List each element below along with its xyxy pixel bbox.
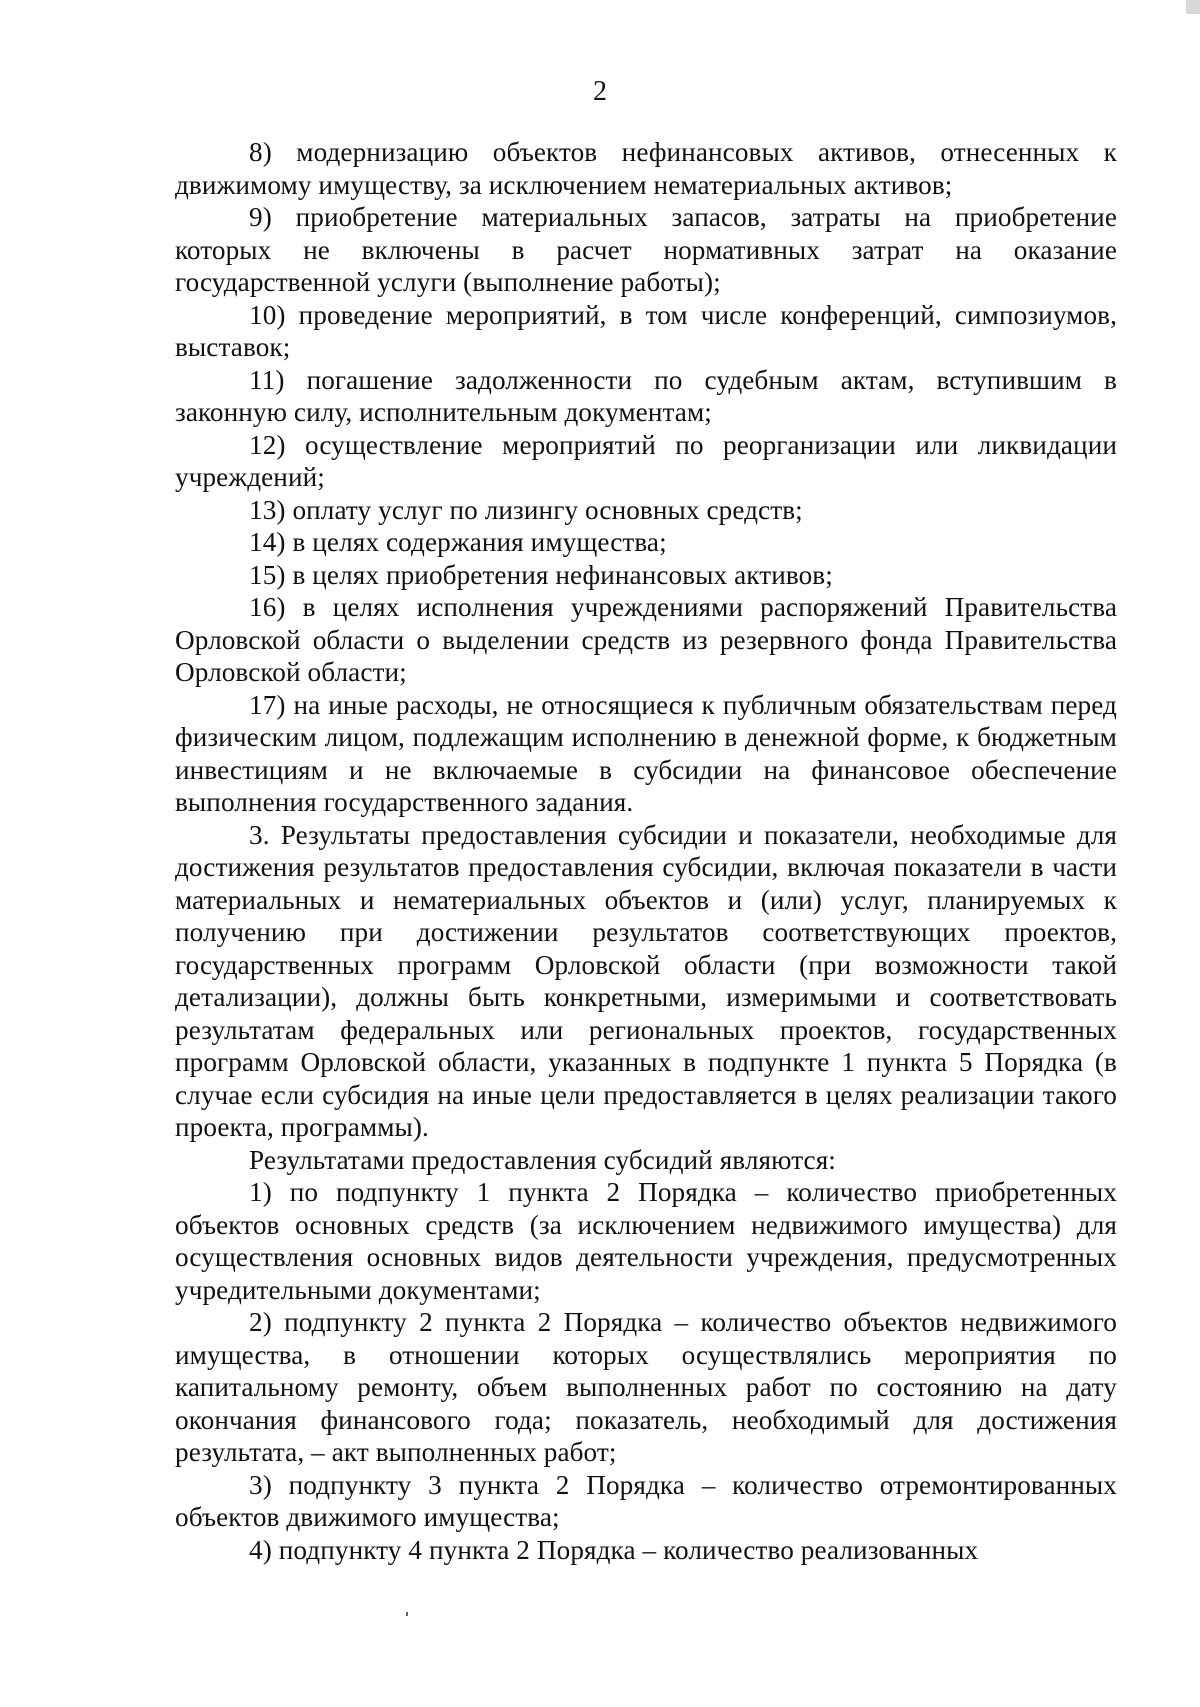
paragraph-item-9: 9) приобретение материальных запасов, затраты на приобретение которых не включены в расчет нормативных затрат на оказание государственной услуги (выполнение работы);	[175, 202, 1117, 297]
scan-corner-artifact	[1186, 0, 1200, 14]
page-number: 2	[593, 76, 607, 107]
paragraph-item-8: 8) модернизацию объектов нефинансовых активов, отнесенных к движимому имуществу, за исключением нематериальных активов;	[175, 137, 1117, 200]
paragraph-item-15: 15) в целях приобретения нефинансовых активов;	[249, 559, 833, 590]
paragraph-item-10: 10) проведение мероприятий, в том числе конференций, симпозиумов, выставок;	[175, 299, 1117, 362]
paragraph-item-11: 11) погашение задолженности по судебным актам, вступившим в законную силу, исполнительным документам;	[175, 364, 1117, 427]
paragraph-result-1: 1) по подпункту 1 пункта 2 Порядка – количество приобретенных объектов основных средств (за исключением недвижимого имущества) для осуществления основных видов деятельности учреждения, предусмотренных учредительными документами;	[175, 1177, 1117, 1305]
paragraph-item-17: 17) на иные расходы, не относящиеся к публичным обязательствам перед физическим лицом, подлежащим исполнению в денежной форме, к бюджетным инвестициям и не включаемые в субсидии на финансовое обеспечение выполнения государственного задания.	[175, 689, 1117, 817]
paragraph-item-14: 14) в целях содержания имущества;	[249, 527, 667, 557]
paragraph-item-12: 12) осуществление мероприятий по реорганизации или ликвидации учреждений;	[175, 429, 1117, 492]
paragraph-item-16: 16) в целях исполнения учреждениями распоряжений Правительства Орловской области о выделении средств из резервного фонда Правительства Орловской области;	[175, 592, 1117, 687]
document-body	[175, 136, 1117, 1566]
paragraph-results-intro: Результатами предоставления субсидий являются:	[249, 1144, 836, 1175]
paragraph-result-2: 2) подпункту 2 пункта 2 Порядка – количество объектов недвижимого имущества, в отношении которых осуществлялись мероприятия по капитальному ремонту, объем выполненных работ по состоянию на дату окончания финансового года; показатель, необходимый для достижения результата, – акт выполненных работ;	[175, 1307, 1117, 1467]
paragraph-result-4: 4) подпункту 4 пункта 2 Порядка – количество реализованных	[249, 1534, 979, 1565]
paragraph-result-3: 3) подпункту 3 пункта 2 Порядка – количество отремонтированных объектов движимого имущества;	[175, 1469, 1117, 1532]
paragraph-item-13: 13) оплату услуг по лизингу основных средств;	[249, 494, 803, 525]
paragraph-section-3: 3. Результаты предоставления субсидии и показатели, необходимые для достижения результатов предоставления субсидии, включая показатели в части материальных и нематериальных объектов и (или) услуг, планируемых к получению при достижении результатов соответствующих проектов, государственных программ Орловской области (при возможности такой детализации), должны быть конкретными, измеримыми и соответствовать результатам федеральных или региональных проектов, государственных программ Орловской области, указанных в подпункте 1 пункта 5 Порядка (в случае если субсидия на иные цели предоставляется в целях реализации такого проекта, программы).	[175, 819, 1117, 1142]
scan-speck-artifact	[406, 1612, 408, 1616]
